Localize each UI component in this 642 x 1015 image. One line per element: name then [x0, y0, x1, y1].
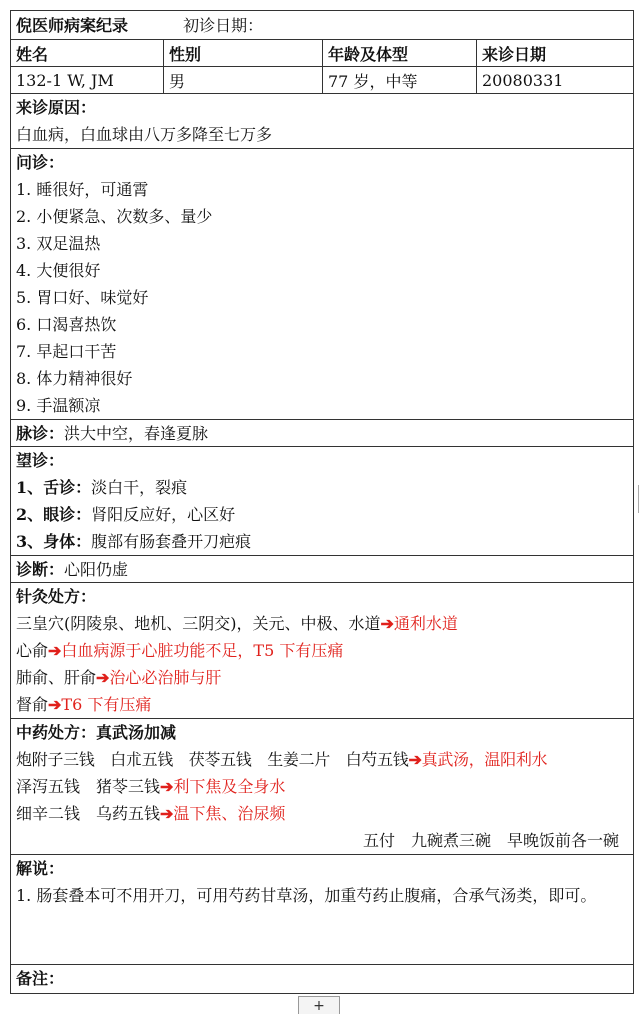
diagnosis-label: 诊断： [16, 560, 65, 579]
explanation-text: 1. 肠套叠本可不用开刀，可用芍药甘草汤，加重芍药止腹痛，合承气汤类，即可。 [16, 886, 597, 905]
acupoints: 心俞 [16, 641, 49, 660]
header-name: 姓名 [11, 40, 164, 66]
tongue-text: 淡白干，裂痕 [91, 478, 188, 497]
explanation-section [11, 855, 633, 965]
herbal-label: 中药处方：真武汤加减 [16, 723, 177, 742]
remarks-section [11, 965, 633, 994]
inquiry-item: 2. 小便紧急、次数多、量少 [16, 207, 213, 226]
inquiry-item: 4. 大便很好 [16, 261, 101, 280]
acupuncture-note: 白血病源于心脏功能不足，T5 下有压痛 [61, 641, 344, 660]
inquiry-item: 3. 双足温热 [16, 234, 101, 253]
inquiry-item: 5. 胃口好、味觉好 [16, 288, 149, 307]
acupoints: 三皇穴(阴陵泉、地机、三阴交)，关元、中极、水道 [16, 614, 381, 633]
header-visit-date: 来诊日期 [482, 44, 547, 64]
pulse-label: 脉诊： [16, 424, 65, 443]
record-title: 倪医师病案纪录 [16, 16, 129, 35]
body-text: 腹部有肠套叠开刀疤痕 [91, 532, 252, 551]
herbal-section [11, 719, 633, 855]
arrow-icon: ➔ [160, 804, 174, 823]
case-record-table [10, 10, 634, 994]
acupuncture-note: 治心必治肺与肝 [109, 668, 222, 687]
inquiry-label: 问诊： [16, 153, 65, 172]
pulse-section [11, 420, 633, 447]
inquiry-item: 1. 睡很好，可通霄 [16, 180, 149, 199]
arrow-icon: ➔ [48, 695, 62, 714]
inquiry-item: 8. 体力精神很好 [16, 369, 133, 388]
pulse-text: 洪大中空，春逢夏脉 [64, 424, 209, 443]
eye-label: 2、眼诊： [16, 505, 92, 524]
herbs: 细辛二钱 乌药五钱 [16, 804, 161, 823]
acupuncture-line [11, 637, 633, 664]
herbal-note: 真武汤，温阳利水 [421, 750, 548, 769]
acupuncture-label: 针灸处方： [16, 587, 97, 606]
page-edge-marker [638, 485, 642, 513]
remarks-label: 备注： [16, 969, 65, 988]
arrow-icon: ➔ [408, 750, 422, 769]
observation-item [11, 474, 633, 501]
acupoints: 肺俞、肝俞 [16, 668, 97, 687]
acupuncture-section [11, 583, 633, 719]
herbs: 泽泻五钱 猪苓三钱 [16, 777, 161, 796]
herbs: 炮附子三钱 白朮五钱 茯苓五钱 生姜二片 白芍五钱 [16, 750, 409, 769]
acupuncture-line [11, 664, 633, 691]
acupuncture-note: 通利水道 [393, 614, 458, 633]
acupuncture-line [11, 691, 633, 718]
observation-item [11, 501, 633, 528]
acupuncture-line [11, 610, 633, 637]
diagnosis-text: 心阳仍虚 [64, 560, 129, 579]
value-age-build: 77 岁，中等 [323, 67, 477, 93]
dosage-instructions: 五付 九碗煮三碗 早晚饭前各一碗 [362, 831, 619, 850]
inquiry-item: 6. 口渴喜热饮 [16, 315, 117, 334]
inquiry-item: 7. 早起口干苦 [16, 342, 117, 361]
arrow-icon: ➔ [48, 641, 62, 660]
observation-item [11, 528, 633, 555]
herbal-note: 温下焦、治尿频 [173, 804, 286, 823]
acupoints: 督俞 [16, 695, 49, 714]
acupuncture-note: T6 下有压痛 [61, 695, 152, 714]
explanation-label: 解说： [16, 859, 65, 878]
arrow-icon: ➔ [380, 614, 394, 633]
observation-section [11, 447, 633, 556]
herbal-note: 利下焦及全身水 [173, 777, 286, 796]
herbal-line [11, 800, 633, 827]
reason-section [11, 94, 633, 149]
info-header-row [11, 40, 633, 67]
first-visit-label: 初诊日期： [183, 16, 264, 35]
add-tab-button[interactable]: + [298, 996, 340, 1014]
reason-text: 白血病，白血球由八万多降至七万多 [16, 125, 273, 144]
herbal-line [11, 773, 633, 800]
header-gender: 性别 [164, 40, 323, 66]
reason-label: 来诊原因： [16, 98, 97, 117]
value-gender: 男 [164, 67, 323, 93]
inquiry-section [11, 149, 633, 420]
diagnosis-section [11, 556, 633, 583]
title-row [11, 11, 633, 40]
tongue-label: 1、舌诊： [16, 478, 92, 497]
body-label: 3、身体： [16, 532, 92, 551]
inquiry-item: 9. 手温额凉 [16, 396, 101, 415]
value-name: 132-1 W, JM [11, 67, 164, 93]
header-age-build: 年龄及体型 [323, 40, 477, 66]
observation-label: 望诊： [16, 451, 65, 470]
herbal-line [11, 746, 633, 773]
arrow-icon: ➔ [96, 668, 110, 687]
arrow-icon: ➔ [160, 777, 174, 796]
value-visit-date: 20080331 [482, 70, 564, 90]
eye-text: 肾阳反应好，心区好 [91, 505, 236, 524]
info-value-row [11, 67, 633, 94]
